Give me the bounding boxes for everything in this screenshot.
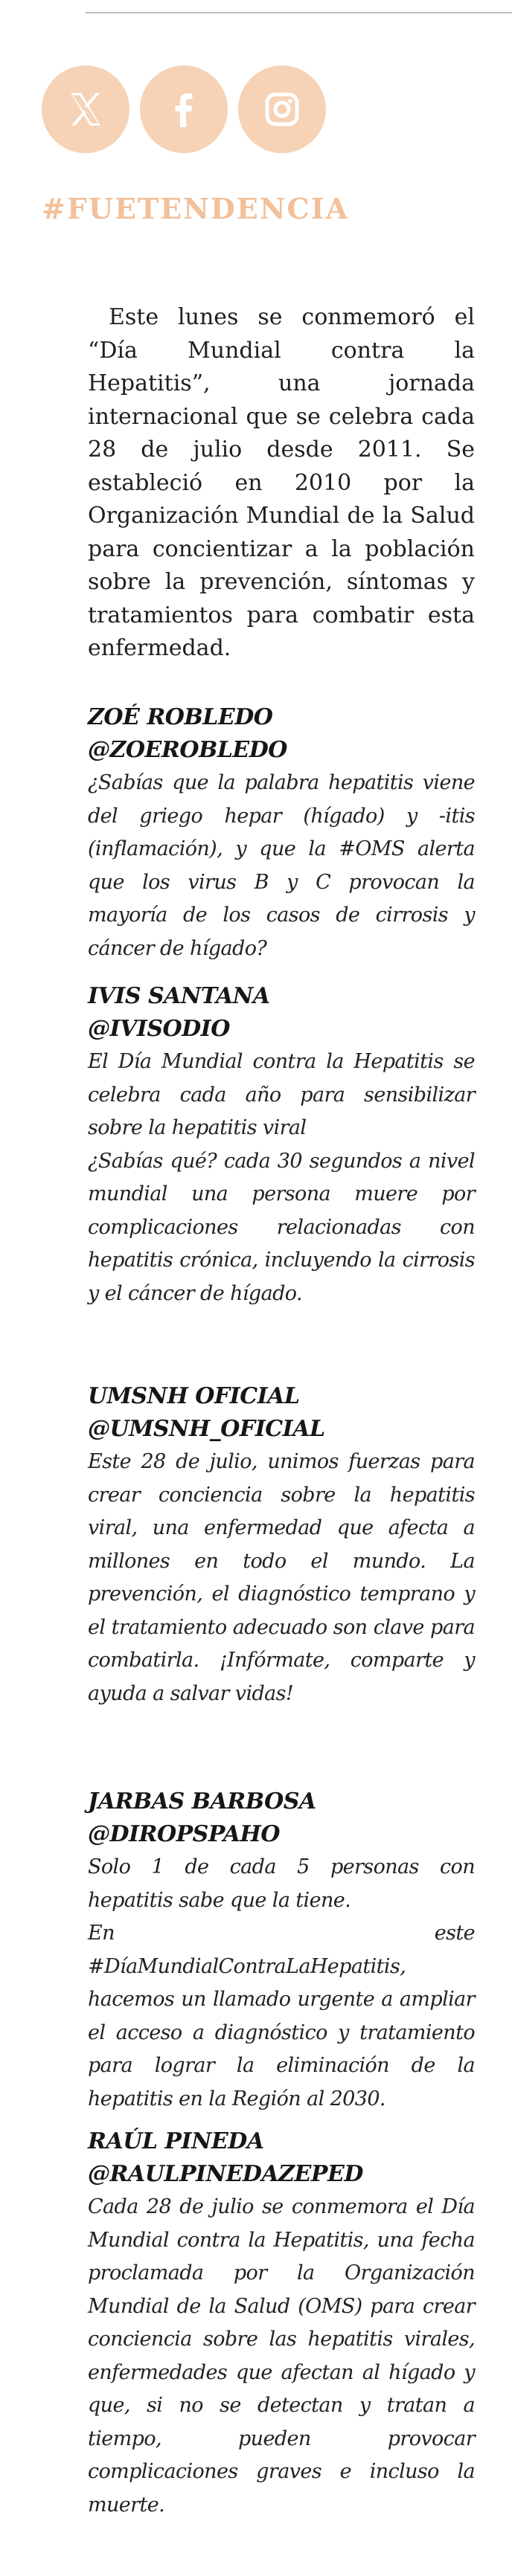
top-rule <box>86 12 512 13</box>
post-text: ¿Sabías que la palabra hepatitis viene del griego hepar (hígado) y -itis (inflamación), y que la #OMS alerta que los virus B y C provocan la mayoría de los casos de cirrosis y cáncer de hígado? <box>88 771 475 960</box>
post-author: ZOÉ ROBLEDO <box>88 704 273 730</box>
facebook-f-icon[interactable] <box>140 65 228 153</box>
post-handle: @UMSNH_OFICIAL <box>88 1416 325 1442</box>
post-umsnh-oficial <box>88 1380 475 1710</box>
post-raul-pineda <box>88 2125 475 2522</box>
post-handle: @IVISODIO <box>88 1016 230 1042</box>
social-icons <box>42 65 326 153</box>
intro-paragraph: Este lunes se conmemoró el “Día Mundial contra la Hepatitis”, una jornada internacional que se celebra cada 28 de julio desde 2011. Se estableció en 2010 por la Organización Mundial de la Salud para concientizar a la población sobre la prevención, síntomas y tratamientos para combatir esta enfermedad. <box>88 304 475 661</box>
post-handle: @RAULPINEDAZEPED <box>88 2161 363 2187</box>
post-handle: @ZOEROBLEDO <box>88 737 287 763</box>
post-author: IVIS SANTANA <box>88 983 270 1009</box>
post-ivis-santana <box>88 980 475 1310</box>
section-hashtag: #FUETENDENCIA <box>42 192 350 225</box>
post-author: RAÚL PINEDA <box>88 2128 264 2154</box>
x-logo-icon[interactable] <box>42 65 129 153</box>
facebook-f-glyph <box>161 87 206 132</box>
post-zoe-robledo <box>88 701 475 965</box>
post-text: Este 28 de julio, unimos fuerzas para crear conciencia sobre la hepatitis viral, una enfermedad que afecta a millones en todo el mundo. La prevención, el diagnóstico temprano y el tratamiento adecuado son clave para combatirla. ¡Infórmate, comparte y ayuda a salvar vidas! <box>88 1450 475 1705</box>
post-jarbas-barbosa <box>88 1786 475 2116</box>
post-author: JARBAS BARBOSA <box>88 1788 316 1815</box>
post-text: Cada 28 de julio se conmemora el Día Mundial contra la Hepatitis, una fecha proclamada por la Organización Mundial de la Salud (OMS) para crear conciencia sobre las hepatitis virales, enfermedades que afectan al hígado y que, si no se detectan y tratan a tiempo, pueden provocar complicaciones graves e incluso la muerte. <box>88 2195 475 2517</box>
post-text: El Día Mundial contra la Hepatitis se celebra cada año para sensibilizar sobre la hepatitis viral ¿Sabías qué? cada 30 segundos a nivel mundial una persona muere por complicaciones relacionadas con hepatitis crónica, incluyendo la cirrosis y el cáncer de hígado. <box>88 1050 475 1305</box>
instagram-icon[interactable] <box>238 65 326 153</box>
post-author: UMSNH OFICIAL <box>88 1383 300 1409</box>
post-handle: @DIROPSPAHO <box>88 1821 280 1847</box>
instagram-glyph <box>260 87 304 132</box>
post-text: Solo 1 de cada 5 personas con hepatitis sabe que la tiene. En este #DíaMundialContraLaHepatitis, hacemos un llamado urgente a ampliar el acceso a diagnóstico y tratamiento para lograr la eliminación de la hepatitis en la Región al 2030. <box>88 1855 475 2110</box>
x-logo-glyph <box>63 87 108 132</box>
